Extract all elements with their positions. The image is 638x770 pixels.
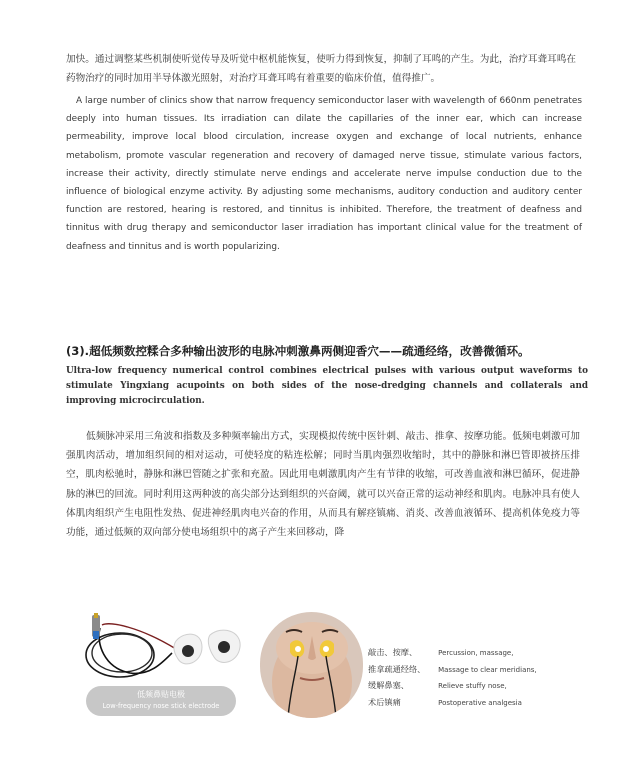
electrode-cable-image	[80, 613, 248, 693]
effect-cn: 术后镇痛	[368, 696, 401, 707]
section-heading-en: Ultra-low frequency numerical control combines electrical pulses with various output waveforms to stimulate Yingxiang acupoints on both sides of the nose-dredging channels and collaterals and improving microcirculation.	[66, 366, 588, 407]
effect-en: Massage to clear meridians,	[438, 665, 537, 674]
section-heading-cn: (3).超低频数控糅合多种输出波形的电脉冲刺激鼻两侧迎香穴——疏通经络，改善微循环。	[66, 344, 530, 358]
effect-en: Postoperative analgesia	[438, 698, 522, 707]
paragraph-cn-top: 加快。通过调整某些机制使听觉传导及听觉中枢机能恢复，使听力得到恢复，抑制了耳鸣的产生。为此，治疗耳聋耳鸣在药物治疗的同时加用半导体激光照射，对治疗耳聋耳鸣有着重要的临床价值，值得推广。	[66, 54, 576, 84]
paragraph-en-top: A large number of clinics show that narrow frequency semiconductor laser with wavelength of 660nm penetrates deeply into human tissues. Its irradiation can dilate the capillaries of the inner ear, which can increase permeability, improve local blood circulation, increase oxygen and exchange of local nutrients, enhance metabolism, promote vascular regeneration and recovery of damaged nerve tissue, stimulate various factors, increase their activity, directly stimulate nerve endings and accelerate nerve impulse conduction due to the influence of biological enzyme activity. By adjusting some mechanisms, auditory conduction and auditory center function are restored, hearing is restored, and tinnitus is inhibited. Therefore, the treatment of deafness and tinnitus with drug therapy and semiconductor laser irradiation has important clinical value for the treatment of deafness and tinnitus and is worth popularizing.	[66, 96, 582, 252]
section-body-cn: 低频脉冲采用三角波和指数及多种频率输出方式，实现模拟传统中医针刺、敲击、推拿、按摩功能。低频电刺激可加强肌肉活动，增加组织间的相对运动，可使轻度的粘连松解；同时当肌肉强烈收缩时，其中的静脉和淋巴管即被挤压排空，肌肉松驰时，静脉和淋巴管随之扩张和充盈。因此用电刺激肌肉产生有节律的收缩，可改善血液和淋巴循环，促进静脉的淋巴的回流。同时利用这两种波的高尖部分达到组织的兴奋阈，就可以兴奋正常的运动神经和肌肉。电脉冲具有使人体肌肉组织产生电阻性发热、促进神经肌肉电兴奋的作用，从而具有解痉镇痛、消炎、改善血液循环、提高机体免疫力等功能，通过低频的双向部分使电场组织中的离子产生来回移动，降	[66, 431, 580, 539]
effect-en: Relieve stuffy nose,	[438, 682, 507, 690]
effect-item	[368, 690, 568, 707]
effect-cn: 推拿疏通经络、	[368, 663, 426, 674]
product-caption	[86, 686, 236, 716]
product-caption-en: Low-frequency nose stick electrode	[102, 702, 220, 710]
effect-item	[368, 657, 568, 674]
effect-cn: 敲击、按摩、	[368, 647, 418, 657]
effect-item	[368, 640, 568, 657]
effect-cn: 缓解鼻塞、	[368, 680, 409, 690]
effect-item	[368, 673, 568, 690]
effects-list	[368, 640, 568, 706]
effect-en: Percussion, massage,	[438, 649, 514, 657]
face-photo	[260, 612, 363, 718]
face-photo-image	[260, 612, 363, 718]
product-caption-cn: 低频鼻贴电极	[137, 690, 185, 699]
